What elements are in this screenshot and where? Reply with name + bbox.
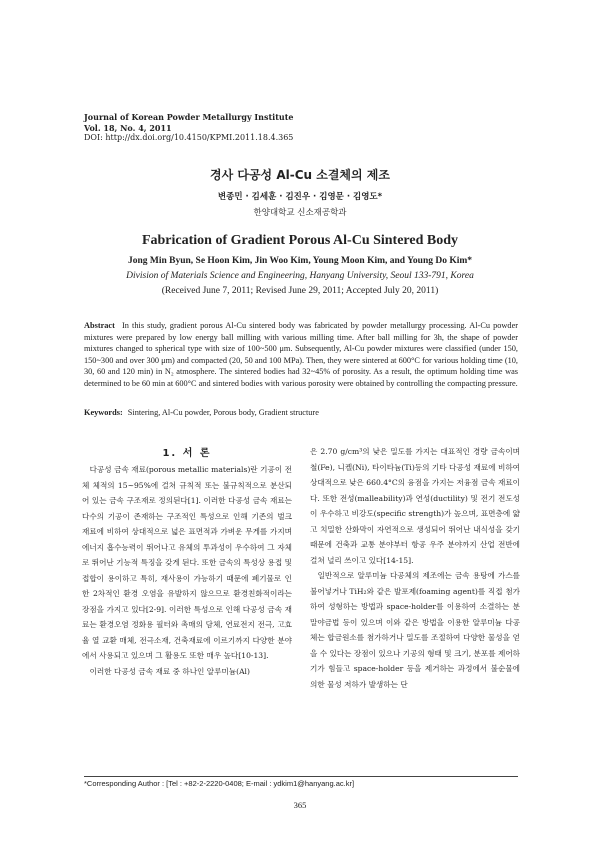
body-column-right xyxy=(310,444,520,692)
page-number: 365 xyxy=(293,800,307,810)
paper-title-korean: 경사 다공성 Al-Cu 소결체의 제조 xyxy=(210,168,390,182)
authors-english: Jong Min Byun, Se Hoon Kim, Jin Woo Kim, Young Moon Kim, and Young Do Kim* xyxy=(127,256,473,266)
authors-korean: 변종민 · 김세훈 · 김진우 · 김영문 · 김영도* xyxy=(217,192,383,202)
section-heading-introduction: 1. 서 론 xyxy=(162,448,212,459)
body-column-left xyxy=(82,462,292,679)
abstract-label: Abstract xyxy=(84,321,115,330)
journal-doi: DOI: http://dx.doi.org/10.4150/KPMI.2011.18.4.365 xyxy=(84,133,294,142)
body-paragraph: 은 2.70 g/cm³의 낮은 밀도를 가지는 대표적인 경량 금속이며 철(Fe), 니켈(Ni), 타이타늄(Ti)등의 기타 다공성 재료에 비하여 상대적으로 낮은 660.4°C의 융점을 가지는 저융점 금속 재료이다. 또한 전성(malleability)과 연성(ductility) 및 전기 전도성이 우수하고 비강도(specific strength)가 높으며, 표면층에 얇고 치밀한 산화막이 자연적으로 생성되어 뛰어난 내식성을 갖기 때문에 건축과 교통 분야부터 항공 우주 분야까지 산업 전반에 걸쳐 널리 쓰이고 있다[14-15]. xyxy=(310,447,520,565)
submission-dates: (Received June 7, 2011; Revised June 29, 2011; Accepted July 20, 2011) xyxy=(161,286,439,296)
corresponding-author-footnote: *Corresponding Author : [Tel : +82-2-2220-0408; E-mail : ydkim1@hanyang.ac.kr] xyxy=(84,779,355,788)
abstract-text: In this study, gradient porous Al-Cu sintered body was fabricated by powder metallurgy processing. Al-Cu powder mixtures were prepared by low energy ball milling with various milling time. After ball milling for 3h, the shape of powder mixtures changed to spherical type with size of 100~500 μm. Subsequently, Al-Cu powder mixtures were classified (under 150, 150~300 and over 300 μm) and compacted (20, 50 and 100 MPa). Then, they were sintered at 600°C for various holding time (10, 30, 60 and 120 min) in N₂ atmosphere. The sintered bodies had 32~45% of porosity. As a result, the optimum holding time was determined to be 60 min at 600°C and sintered bodies with various porosity were obtained by controlling the compacting pressure. xyxy=(84,321,519,388)
abstract xyxy=(84,320,518,390)
journal-volume: Vol. 18, No. 4, 2011 xyxy=(84,122,172,133)
keywords-text: Sintering, Al-Cu powder, Porous body, Gradient structure xyxy=(127,408,319,417)
affiliation-korean: 한양대학교 신소재공학과 xyxy=(253,208,347,218)
keywords xyxy=(84,408,518,417)
keywords-label: Keywords: xyxy=(84,408,123,417)
journal-name: Journal of Korean Powder Metallurgy Institute xyxy=(84,112,294,122)
body-paragraph: 이러한 다공성 금속 재료 중 하나인 알루미늄(Al) xyxy=(89,666,250,676)
body-paragraph: 일반적으로 알루미늄 다공체의 제조에는 금속 용탕에 가스를 불어넣거나 TiH₂와 같은 발포제(foaming agent)를 직접 첨가하여 성형하는 방법과 space-holder를 이용하여 소결하는 분말야금법 등이 있으며 이와 같은 방법을 이용한 알루미늄 다공체는 합금원소를 첨가하거나 밀도를 조절하여 다양한 물성을 얻을 수 있다는 장점이 있으나 기공의 형태 및 크기, 분포를 제어하기가 힘들고 space-holder 등을 제거하는 과정에서 불순물에 의한 물성 저하가 발생하는 단 xyxy=(310,571,520,689)
body-paragraph: 다공성 금속 재료(porous metallic materials)란 기공이 전체 체적의 15~95%에 걸쳐 규칙적 또는 불규칙적으로 분산되어 있는 금속 구조재로 정의된다[1]. 이러한 다공성 금속 재료는 다수의 기공이 존재하는 구조적인 특성으로 인해 기존의 벌크 재료에 비하여 상대적으로 넓은 표면적과 가벼운 무게를 가지며 에너지 흡수능력이 뛰어나고 유체의 투과성이 우수하여 그 자체로 뛰어난 기능적 특징을 갖게 된다. 또한 금속의 특성상 용접 및 접합이 용이하고 특히, 재사용이 가능하기 때문에 폐기물로 인한 2차적인 환경 오염을 유발하지 않으므로 환경친화적이라는 장점을 가지고 있다[2-9]. 이러한 특성으로 인해 다공성 금속 재료는 환경오염 정화용 필터와 촉매의 담체, 연료전지 전극, 고효율 열 교환 매체, 전극소재, 건축재료에 이르기까지 다양한 분야에서 사용되고 있으며 그 활용도 또한 매우 높다[10-13]. xyxy=(82,465,292,660)
journal-header xyxy=(84,112,294,144)
affiliation-english: Division of Materials Science and Engineering, Hanyang University, Seoul 133-791, Korea xyxy=(126,271,474,281)
footnote-divider xyxy=(84,776,518,777)
paper-title-english: Fabrication of Gradient Porous Al-Cu Sintered Body xyxy=(141,233,459,248)
